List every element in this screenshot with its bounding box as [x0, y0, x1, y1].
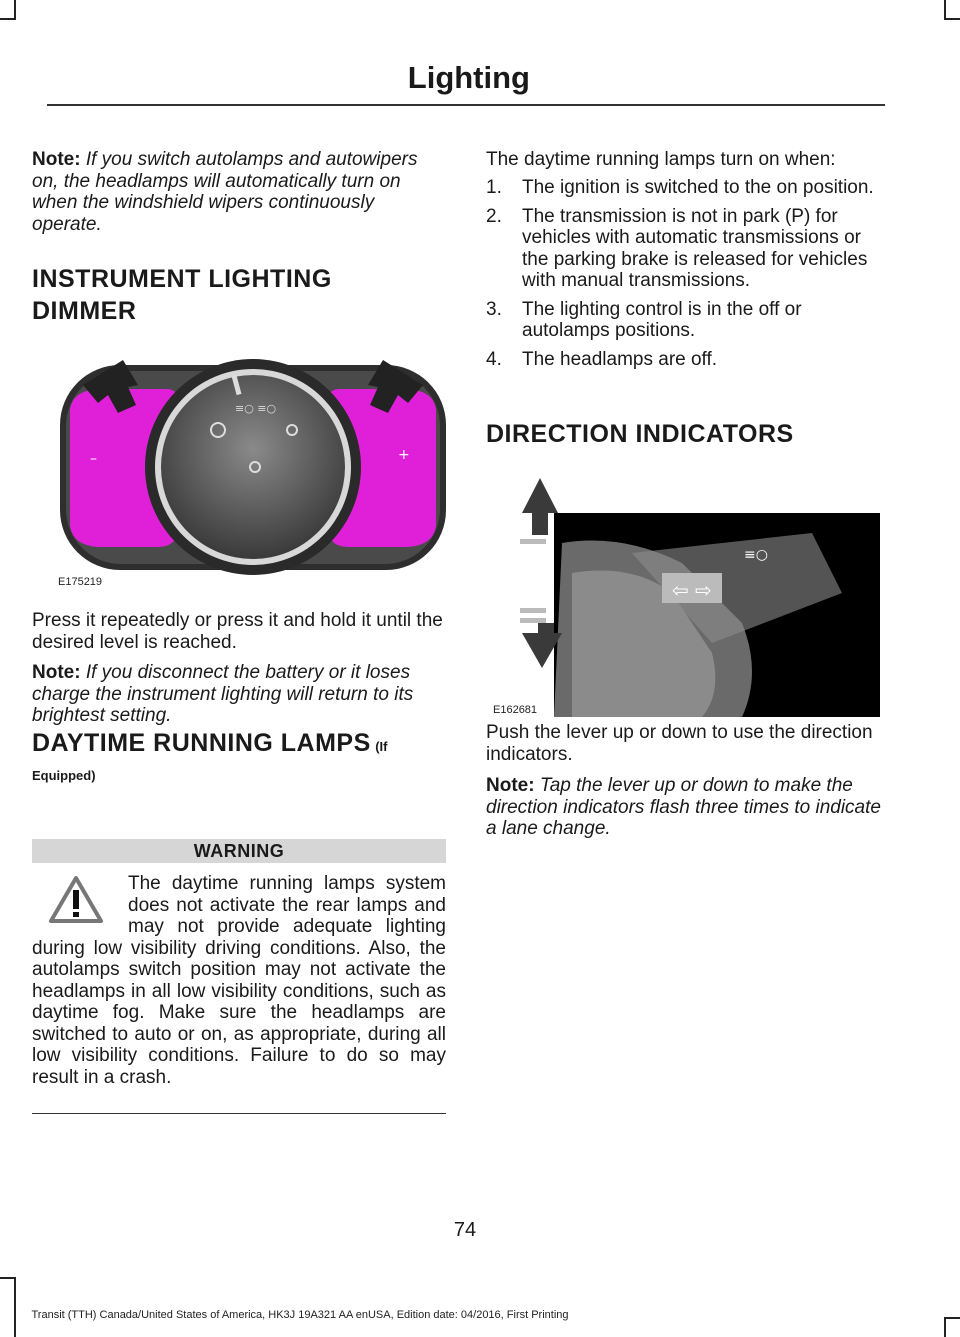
turn-signal-lever-icon: [512, 473, 882, 717]
crop-mark: [0, 18, 16, 20]
page-title: Lighting: [407, 60, 530, 95]
list-item-text: The transmission is not in park (P) for vehicles with automatic transmissions or the parking brake is released for vehicles with manual transmissions.: [522, 205, 868, 291]
warning-text: The daytime running lamps system does not activate the rear lamps and may not provide adequate lighting during low visibility driving conditions. Also, the autolamps switch position may not activate the headlamps in all low visibility conditions, such as daytime fog. Make sure the headlamps are switched to auto or on, as appropriate, during all low visibility conditions. Failure to do so may result in a crash.: [32, 873, 446, 1088]
svg-text:⇦ ⇨: ⇦ ⇨: [672, 578, 712, 602]
section-heading: INSTRUMENT LIGHTING: [32, 265, 332, 293]
crop-mark: [14, 0, 16, 20]
svg-text:+: +: [398, 447, 410, 463]
list-item: [486, 206, 886, 292]
list-item: [486, 177, 886, 199]
section-qualifier: Equipped): [32, 768, 96, 783]
warning-divider: [32, 1113, 446, 1114]
list-item-number: 2.: [486, 205, 502, 227]
note-autolamps: [32, 149, 446, 235]
crop-mark: [0, 1277, 16, 1279]
crop-mark: [14, 1277, 16, 1337]
paragraph: Push the lever up or down to use the direction indicators.: [486, 722, 873, 765]
note-body: If you disconnect the battery or it loses charge the instrument lighting will return to its brightest setting.: [32, 662, 414, 726]
crop-mark: [944, 18, 960, 20]
section-daytime-running-lamps: [32, 727, 446, 759]
figure-code: E175219: [58, 576, 103, 588]
footer-edition: Transit (TTH) Canada/United States of America, HK3J 19A321 AA enUSA, Edition date: 04/2016, First Printing: [31, 1309, 569, 1321]
paragraph: Press it repeatedly or press it and hold it until the desired level is reached.: [32, 610, 443, 653]
svg-text:≡○: ≡○: [744, 547, 768, 563]
direction-indicator-illustration: [512, 473, 882, 717]
list-item-number: 3.: [486, 298, 502, 320]
section-heading: DIMMER: [32, 297, 137, 325]
figure-code: E162681: [493, 704, 538, 716]
note-label: Note:: [486, 775, 535, 796]
dimmer-switch-illustration: [58, 355, 448, 577]
warning-triangle-icon: [48, 875, 122, 933]
list-item: [486, 299, 886, 342]
note-label: Note:: [32, 149, 81, 170]
list-item: [486, 349, 886, 371]
list-item-number: 4.: [486, 348, 502, 370]
note-battery: [32, 662, 446, 727]
paragraph: The daytime running lamps turn on when:: [486, 149, 836, 170]
section-qualifier: (If: [375, 739, 388, 754]
note-body: Tap the lever up or down to make the direction indicators flash three times to indicate a lane change.: [486, 775, 881, 839]
list-item-text: The ignition is switched to the on position.: [522, 177, 874, 198]
section-heading: DIRECTION INDICATORS: [486, 420, 794, 448]
crop-mark: [944, 0, 946, 20]
crop-mark: [944, 1317, 946, 1337]
dimmer-switch-icon: [58, 355, 448, 577]
page-number: 74: [453, 1219, 477, 1241]
list-item-number: 1.: [486, 177, 502, 198]
steps-list: [486, 177, 886, 377]
warning-header: WARNING: [32, 839, 446, 863]
warning-box: [32, 873, 446, 1088]
note-lane-change: [486, 775, 886, 840]
section-heading: DAYTIME RUNNING LAMPS: [32, 729, 371, 757]
note-label: Note:: [32, 662, 81, 683]
note-body: If you switch autolamps and autowipers on, the headlamps will automatically turn on when the windshield wipers continuously operate.: [32, 149, 418, 235]
svg-text:≡○ ≡○: ≡○ ≡○: [235, 402, 277, 415]
section-direction-indicators: [486, 418, 886, 450]
svg-text:–: –: [90, 451, 97, 467]
section-instrument-lighting: [32, 263, 446, 327]
list-item-text: The lighting control is in the off or autolamps positions.: [522, 298, 802, 341]
header-divider: [47, 104, 885, 106]
list-item-text: The headlamps are off.: [522, 348, 718, 370]
crop-mark: [944, 1317, 960, 1319]
